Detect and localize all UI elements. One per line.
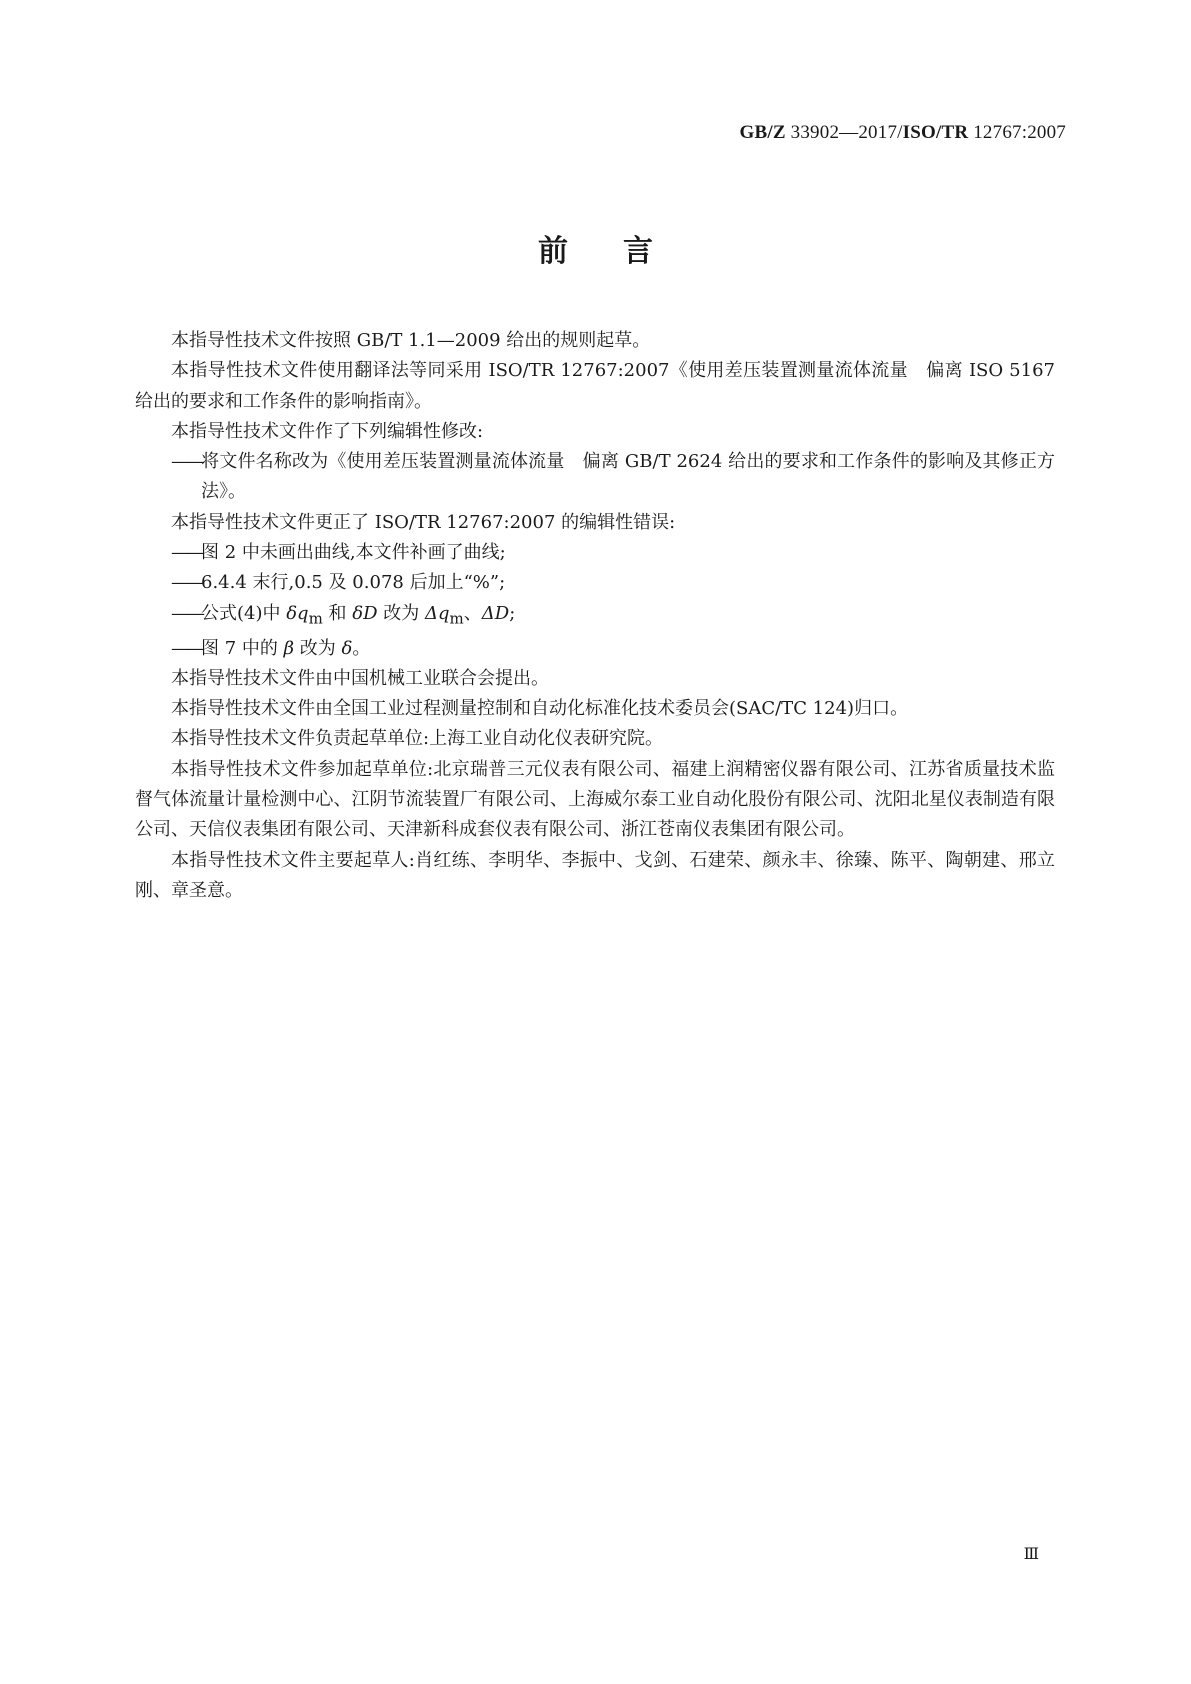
list-item-text: 。 [352,637,371,659]
list-item-text: 和 [322,602,353,624]
dash-mark: —— [171,572,203,594]
list-item-text: 将文件名称改为《使用差压装置测量流体流量 偏离 GB/T 2624 给出的要求和工作条件的影响及其修正方法》。 [201,451,1055,503]
standard-number: 33902—2017/ [785,122,903,143]
dash-mark: —— [171,602,203,624]
list-item [135,634,1055,664]
paragraph: 本指导性技术文件由中国机械工业联合会提出。 [171,667,549,689]
math-subscript: m [449,609,464,628]
iso-prefix: ISO/TR [902,122,969,143]
paragraph: 本指导性技术文件更正了 ISO/TR 12767:2007 的编辑性错误: [171,511,676,533]
paragraph: 本指导性技术文件负责起草单位:上海工业自动化仪表研究院。 [171,728,664,750]
page-number: Ⅲ [1023,1546,1039,1563]
foreword-body [135,326,1055,906]
math-symbol: Δq [425,602,450,624]
list-item-text: 图 2 中未画出曲线,本文件补画了曲线; [201,542,506,564]
standard-prefix: GB/Z [739,122,786,143]
dash-mark: —— [171,451,203,473]
iso-number: 12767:2007 [968,122,1066,143]
paragraph: 本指导性技术文件主要起草人:肖红练、李明华、李振中、戈剑、石建荣、颜永丰、徐臻、陈平、陶朝建、邢立刚、章圣意。 [135,849,1055,901]
math-symbol: β [283,637,295,659]
paragraph: 本指导性技术文件参加起草单位:北京瑞普三元仪表有限公司、福建上润精密仪器有限公司、江苏省质量技术监督气体流量计量检测中心、江阴节流装置厂有限公司、上海威尔泰工业自动化股份有限公司、沈阳北星仪表制造有限公司、天信仪表集团有限公司、天津新科成套仪表有限公司、浙江苍南仪表集团有限公司。 [135,758,1055,841]
dash-mark: —— [171,637,203,659]
list-item [135,447,1055,508]
list-item-text: 改为 [377,602,425,624]
math-subscript: m [308,609,323,628]
list-item-text: 改为 [294,637,342,659]
paragraph: 本指导性技术文件使用翻译法等同采用 ISO/TR 12767:2007《使用差压装置测量流体流量 偏离 ISO 5167 给出的要求和工作条件的影响指南》。 [135,360,1055,412]
math-symbol: δD [352,602,378,624]
list-item-text: 图 7 中的 [201,637,284,659]
standard-code-header [739,122,1066,144]
paragraph: 本指导性技术文件按照 GB/T 1.1—2009 给出的规则起草。 [171,330,651,351]
list-item-text: ; [509,602,516,624]
list-item [135,568,1055,598]
paragraph: 本指导性技术文件作了下列编辑性修改: [171,420,484,442]
page-title: 前言 [538,234,708,269]
math-symbol: δ [341,637,353,659]
list-item-text: 6.4.4 末行,0.5 及 0.078 后加上“%”; [201,572,506,594]
paragraph: 本指导性技术文件由全国工业过程测量控制和自动化标准化技术委员会(SAC/TC 124)归口。 [171,698,909,720]
list-item-text: 、 [463,602,482,624]
math-symbol: δq [286,602,309,624]
list-item-text: 公式(4)中 [201,602,287,624]
list-item [135,538,1055,568]
dash-mark: —— [171,542,203,564]
list-item [135,599,1055,634]
math-symbol: ΔD [481,602,510,624]
